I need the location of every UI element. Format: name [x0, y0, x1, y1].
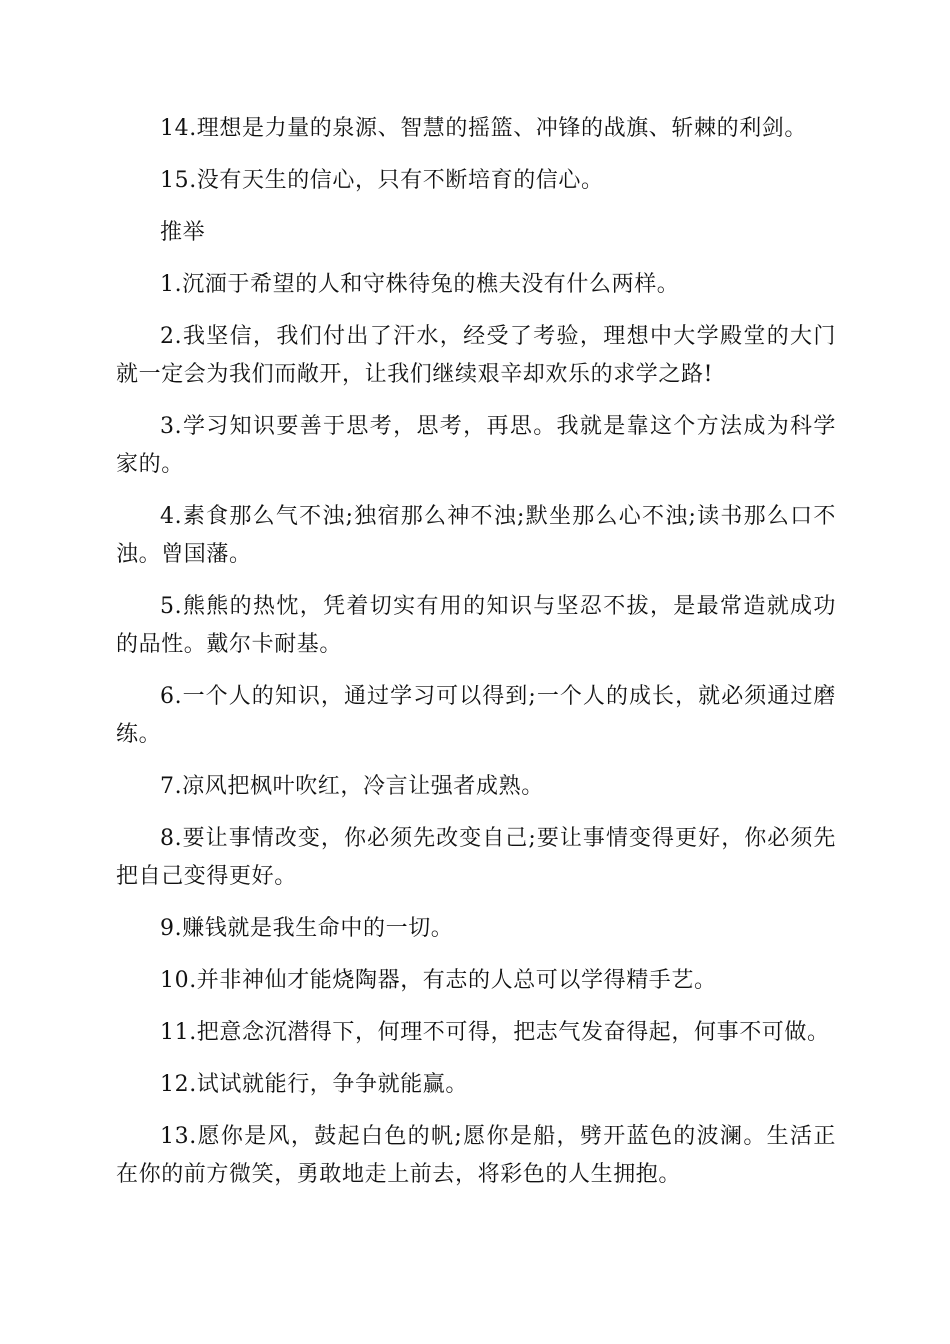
- paragraph-quote-6: 6.一个人的知识，通过学习可以得到;一个人的成长，就必须通过磨练。: [116, 684, 836, 747]
- paragraph-quote-5: 5.熊熊的热忱，凭着切实有用的知识与坚忍不拔，是最常造就成功的品性。戴尔卡耐基。: [116, 594, 836, 657]
- paragraph-quote-15: 15.没有天生的信心，只有不断培育的信心。: [160, 168, 604, 193]
- paragraph-quote-7: 7.凉风把枫叶吹红，冷言让强者成熟。: [160, 774, 544, 799]
- paragraph-quote-4: 4.素食那么气不浊;独宿那么神不浊;默坐那么心不浊;读书那么口不浊。曾国藩。: [116, 504, 836, 567]
- paragraph-quote-11: 11.把意念沉潜得下，何理不可得，把志气发奋得起，何事不可做。: [160, 1020, 830, 1045]
- paragraph-quote-10: 10.并非神仙才能烧陶器，有志的人总可以学得精手艺。: [160, 968, 717, 993]
- paragraph-quote-8: 8.要让事情改变，你必须先改变自己;要让事情变得更好，你必须先把自己变得更好。: [116, 826, 836, 889]
- paragraph-quote-14: 14.理想是力量的泉源、智慧的摇篮、冲锋的战旗、斩棘的利剑。: [160, 116, 807, 141]
- paragraph-quote-9: 9.赚钱就是我生命中的一切。: [160, 916, 454, 941]
- section-heading: 推举: [160, 220, 206, 245]
- paragraph-quote-1: 1.沉湎于希望的人和守株待兔的樵夫没有什么两样。: [160, 272, 680, 297]
- paragraph-quote-12: 12.试试就能行，争争就能赢。: [160, 1072, 468, 1097]
- paragraph-quote-13: 13.愿你是风，鼓起白色的帆;愿你是船，劈开蓝色的波澜。生活正在你的前方微笑，勇敢地走上前去，将彩色的人生拥抱。: [116, 1124, 836, 1187]
- document-body: [116, 110, 836, 1208]
- paragraph-quote-3: 3.学习知识要善于思考，思考，再思。我就是靠这个方法成为科学家的。: [116, 414, 836, 477]
- paragraph-quote-2: 2.我坚信，我们付出了汗水，经受了考验，理想中大学殿堂的大门就一定会为我们而敞开，让我们继续艰辛却欢乐的求学之路!: [116, 324, 836, 387]
